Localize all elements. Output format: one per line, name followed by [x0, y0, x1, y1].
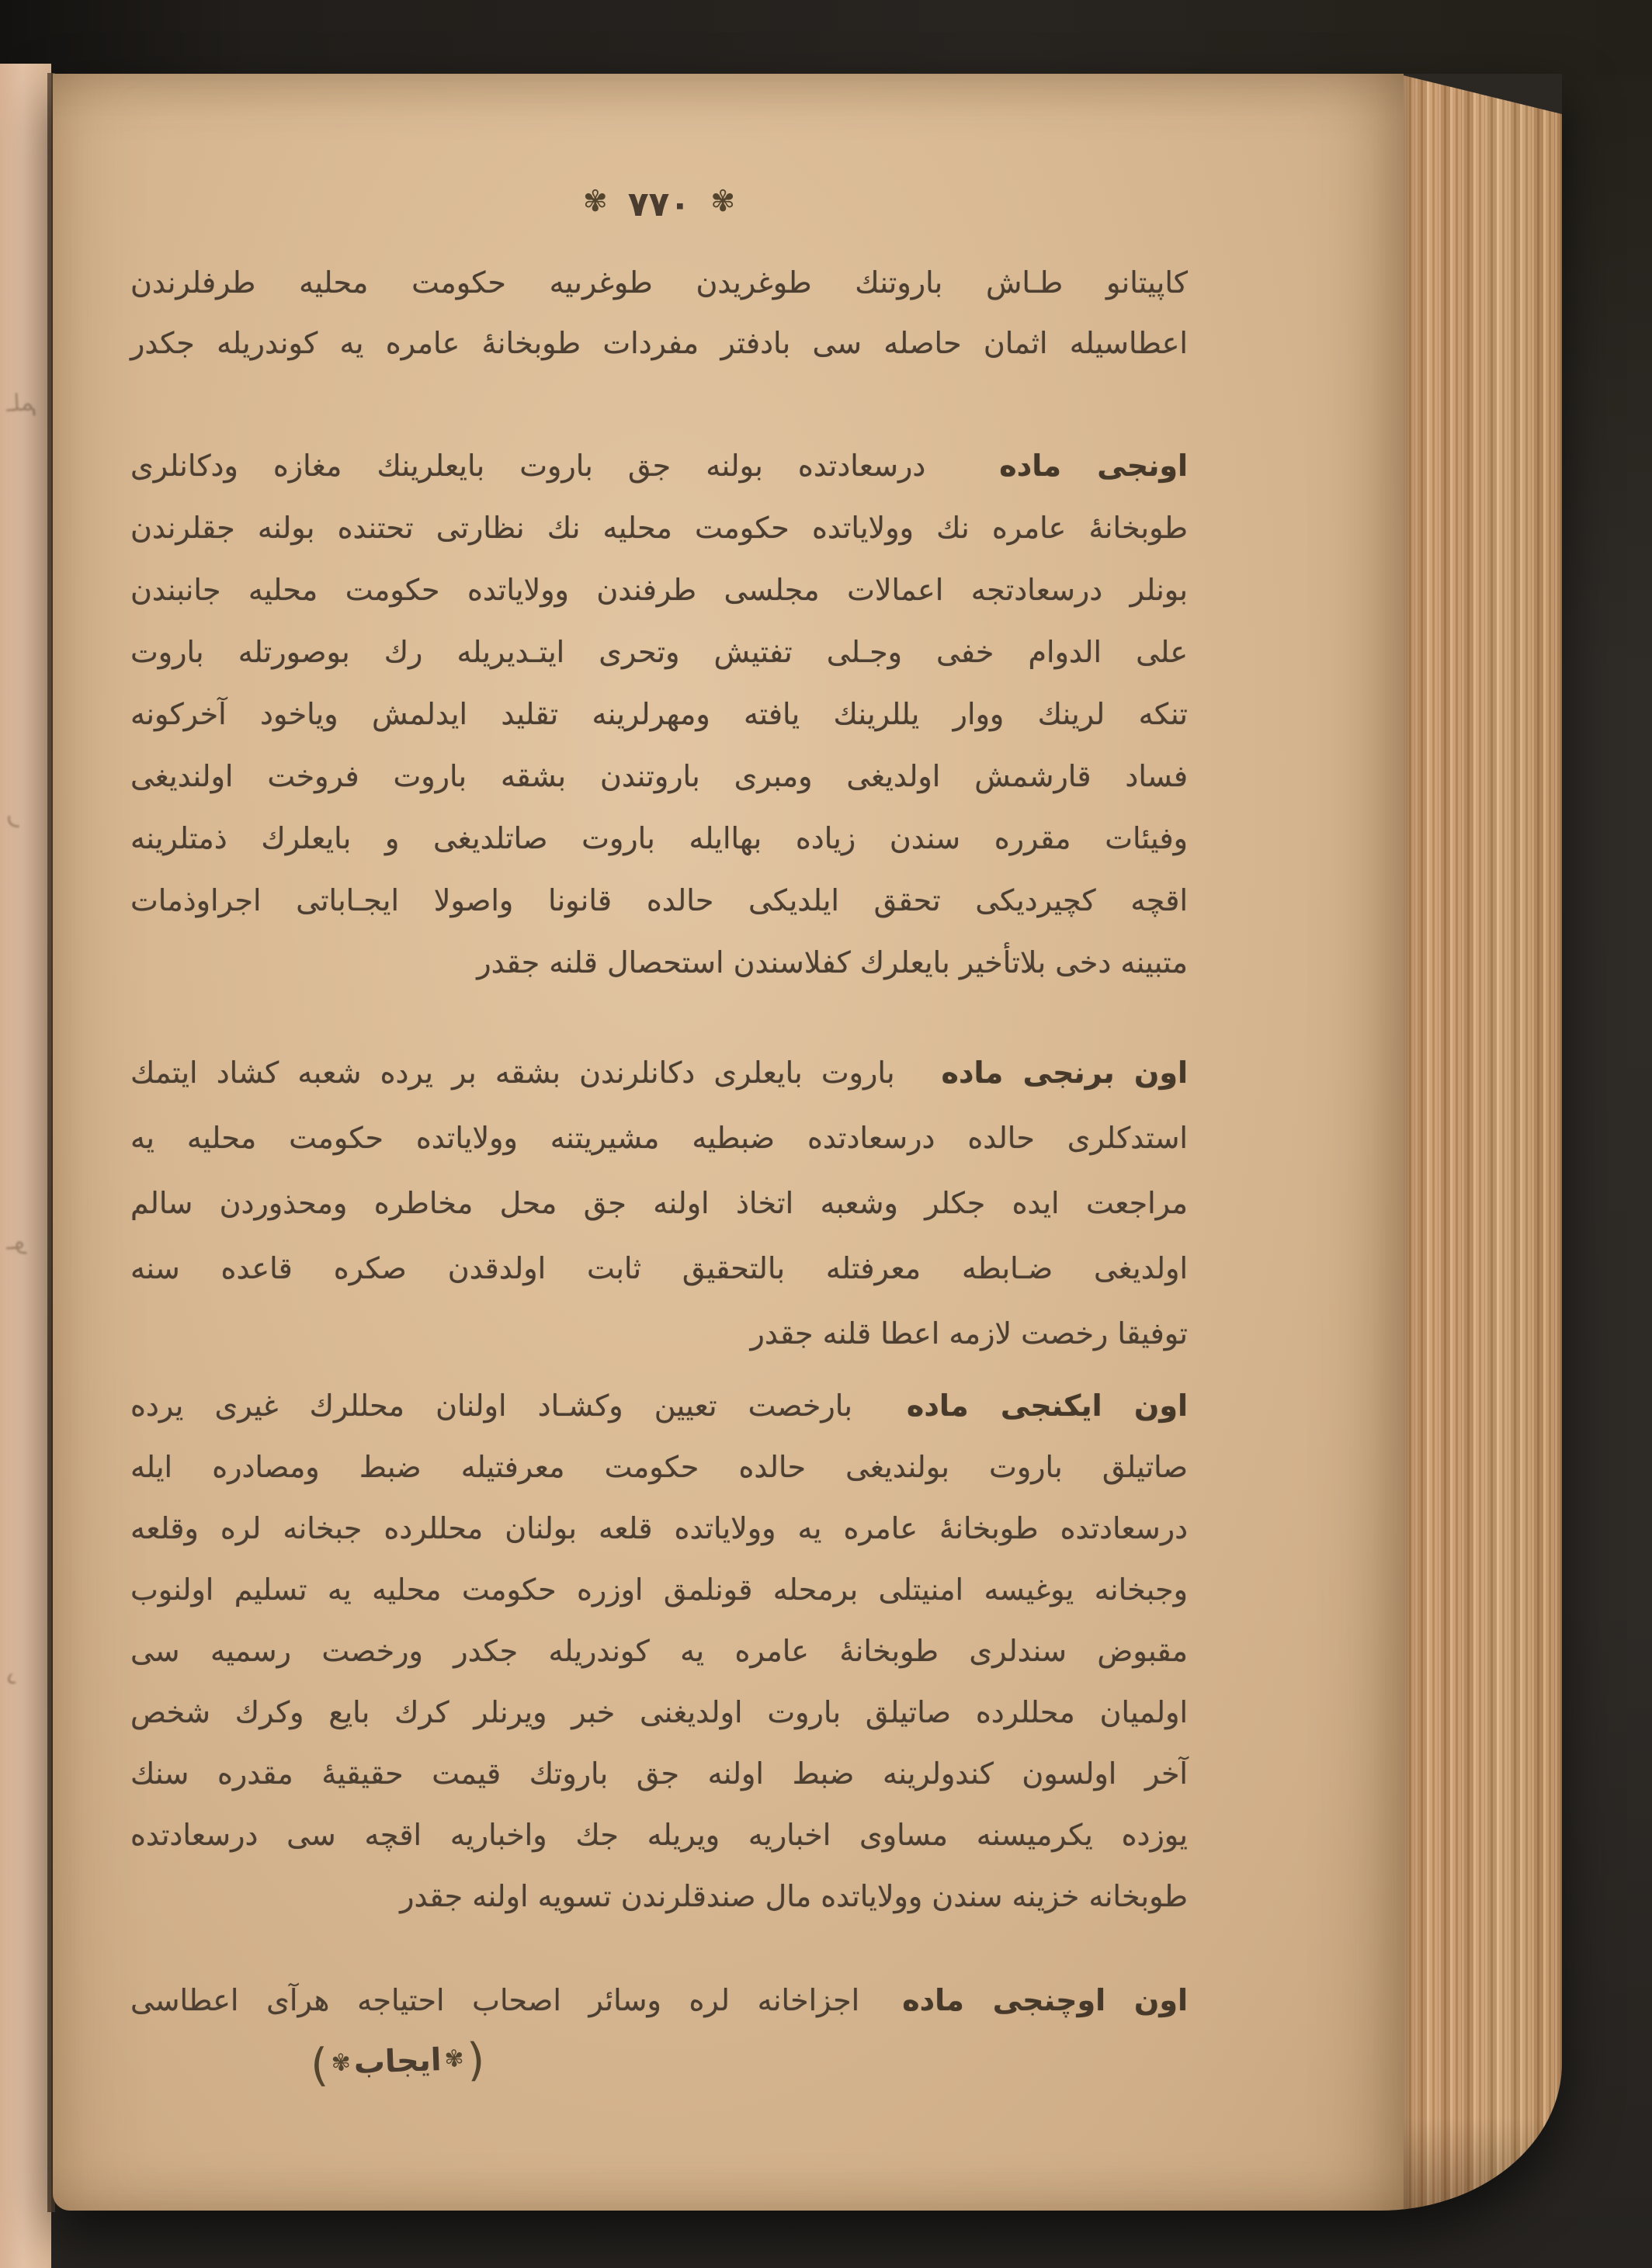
ghost-text-mark: ـلم: [5, 389, 37, 418]
dark-background-band: [0, 0, 1652, 75]
heading-gap: [925, 475, 999, 476]
fleuron-icon: ✾: [710, 184, 736, 218]
fleuron-icon: ✾: [331, 2049, 352, 2077]
paper-surface: [53, 74, 1404, 2211]
article-11-heading: اون برنجى ماده: [941, 1056, 1188, 1090]
text-line-rest: باروت بايعلرى دكانلرندن بشقه بر يرده شعبه كشاد ايتمك: [130, 1056, 895, 1090]
catchword-word: ايجاب: [352, 2042, 442, 2081]
article-10: [130, 435, 1188, 994]
fore-edge-top-slant: [1404, 74, 1562, 114]
text-line-rest: اجزاخانه لره وسائر اصحاب احتياجه هرآى اعطاسى: [130, 1983, 860, 2017]
text-line: [130, 1375, 1188, 1437]
text-line: بونلر درسعادتجه اعمالات مجلسى طرفندن وولاياتده حكومت محليه جانبندن: [130, 573, 1188, 607]
catchword-open-mark: (: [466, 2033, 486, 2086]
fleuron-icon: ✾: [443, 2045, 465, 2073]
article-12: [130, 1375, 1188, 1927]
article-11: [130, 1040, 1188, 1366]
text-line: اعطاسيله اثمان حاصله سى بادفتر مفردات طوبخانهٔ عامره يه كوندريله جكدر: [130, 326, 1188, 360]
text-line: طوبخانه خزينه سندن وولاياتده مال صندقلرندن تسويه اولنه جقدر: [400, 1879, 1188, 1913]
text-line: [130, 435, 1188, 497]
book-page: [53, 74, 1562, 2211]
heading-gap: [852, 1415, 907, 1416]
text-line: مراجعت ايده جكلر وشعبه اتخاذ اولنه جق محل مخاطره ومحذوردن سالم: [130, 1186, 1188, 1220]
ghost-text-mark: ـو: [5, 1227, 26, 1256]
text-line: كاپيتانو طـاش باروتنك طوغريدن طوغرىيه حكومت محليه طرفلرندن: [130, 265, 1188, 300]
ghost-text-mark: ر: [5, 800, 19, 829]
text-line: [130, 1040, 1188, 1105]
text-line: اولميان محللرده صاتيلق باروت اولديغنى خبر ويرنلر كرك بايع وكرك شخص: [130, 1695, 1188, 1729]
article-10-heading: اونجى ماده: [999, 449, 1188, 483]
text-line: درسعادتده طوبخانهٔ عامره يه وولاياتده قلعه بولنان محللرده جبخانه لره وقلعه: [130, 1511, 1188, 1545]
paragraph-continuation: [130, 252, 1188, 373]
text-line: وجبخانه يوغيسه امنيتلى برمحله قونلمق اوزره حكومت محليه يه تسليم اولنوب: [130, 1573, 1188, 1607]
fleuron-icon: ✾: [582, 184, 608, 218]
text-line: تنكه لرينك ووار يللرينك يافته ومهرلرينه تقليد ايدلمش وياخود آخركونه: [130, 697, 1188, 731]
text-line: يوزده يكرميسنه مساوى اخباريه ويريله جك واخباريه اقچه سى درسعادتده: [130, 1818, 1188, 1852]
article-13-heading: اون اوچنجى ماده: [902, 1983, 1188, 2017]
text-line: مقبوض سندلرى طوبخانهٔ عامره يه كوندريله جكدر ورخصت رسميه سى: [130, 1634, 1188, 1668]
text-line: صاتيلق باروت بولنديغى حالده حكومت معرفتيله ضبط ومصادره ايله: [130, 1450, 1188, 1484]
text-column: [130, 74, 1188, 2211]
text-line: توفيقا رخصت لازمه اعطا قلنه جقدر: [750, 1316, 1188, 1351]
text-line: متبينه دخى بلاتأخير بايعلرك كفلاسندن استحصال قلنه جقدر: [477, 945, 1188, 980]
text-line: استدكلرى حالده درسعادتده ضبطيه مشيريتنه وولاياتده حكومت محليه يه: [130, 1121, 1188, 1155]
text-line: وفيئات مقرره سندن زياده بهاايله باروت صاتلديغى و بايعلرك ذمتلرينه: [130, 821, 1188, 855]
text-line: طوبخانهٔ عامره نك وولاياتده حكومت محليه نك نظارتى تحتنده بولنه جقلرندن: [130, 511, 1188, 545]
ghost-text-mark: د: [5, 1662, 18, 1691]
heading-gap: [895, 1082, 942, 1083]
page-number: ٧٧٠: [627, 185, 691, 224]
fore-edge-page-stack: [1404, 74, 1562, 2211]
page-header: [130, 184, 1188, 224]
text-line: اولديغى ضـابطه معرفتله بالتحقيق ثابت اولدقدن صكره قاعده سنه: [130, 1251, 1188, 1285]
article-12-heading: اون ايكنجى ماده: [906, 1389, 1188, 1423]
text-line-rest: درسعادتده بولنه جق باروت بايعلرينك مغازه ودكانلرى: [130, 449, 926, 483]
text-line: [130, 1970, 1188, 2031]
text-line-rest: بارخصت تعيين وكشـاد اولنان محللرك غيرى يرده: [130, 1389, 852, 1423]
article-13: [130, 1970, 1188, 2031]
catchword: [310, 2033, 486, 2092]
text-line: فساد قارشمش اولديغى ومبرى باروتندن بشقه باروت فروخت اولنديغى: [130, 759, 1188, 793]
catchword-close-mark: ): [309, 2038, 329, 2092]
text-line: على الدوام خفى وجـلى تفتيش وتحرى ايتـديريله رك بوصورتله باروت: [130, 635, 1188, 669]
text-line: آخر اولسون كندولرينه ضبط اولنه جق باروتك قيمت حقيقيهٔ مقدره سنك: [130, 1756, 1188, 1791]
fore-edge-bottom-shadow: [1404, 2117, 1562, 2211]
text-line: اقچه كچيرديكى تحقق ايلديكى حالده قانونا واصولا ايجـاباتى اجراوذمات: [130, 883, 1188, 917]
facing-page-edge: [0, 64, 51, 2268]
